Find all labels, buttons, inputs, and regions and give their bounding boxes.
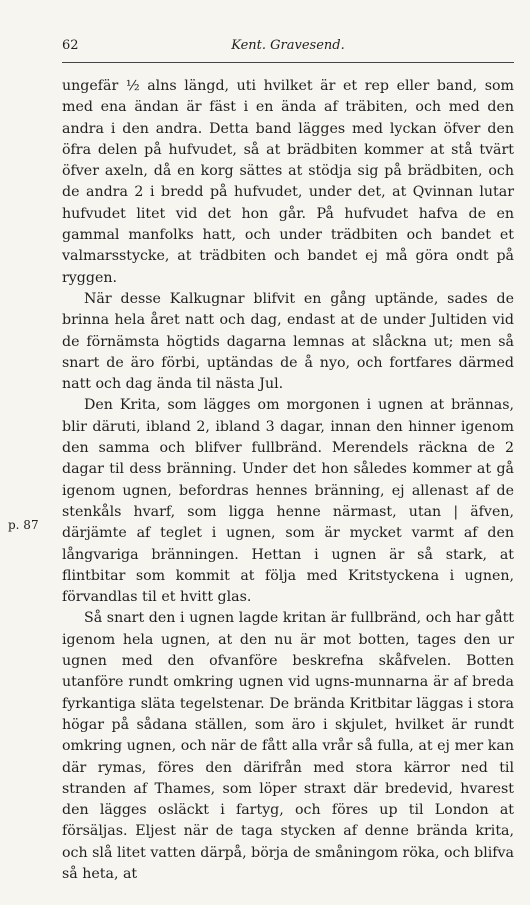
paragraph-2: När desse Kalkugnar blifvit en gång uptände, sades de brinna hela året natt och dag, endast at de under Jultiden vid de förnämsta högtids dagarna lemnas at slåckna ut; men så snart de äro förbi, uptändas de å nyo, och fortfares därmed natt och dag ända til nästa Jul.	[62, 290, 514, 393]
page-number: 62	[62, 38, 79, 53]
body-text	[62, 76, 514, 885]
header-rule	[62, 62, 514, 63]
margin-page-reference: p. 87	[8, 518, 39, 532]
page-header	[62, 38, 514, 58]
paragraph-4: Så snart den i ugnen lagde kritan är fullbränd, och har gått igenom hela ugnen, at den nu är mot botten, tages den ur ugnen med den ofvanföre beskrefna skåfvelen. Botten utanföre rundt omkring ugnen vid ugns-munnarna är af breda fyrkantiga släta tegelstenar. De brända Kritbitar läggas i stora högar på sådana ställen, som äro i skjulet, hvilket är rundt omkring ugnen, och när de fått alla vrår så fulla, at ej mer kan där rymas, föres den därifrån med stora kärror ned til stranden af Thames, som löper straxt där bredevid, hvarest den lägges osläckt i fartyg, och föres up til London at försäljas. Eljest när de taga stycken af denne brända krita, och slå litet vatten därpå, börja de småningom röka, och blifva så heta, at	[62, 610, 514, 882]
paragraph-3: Den Krita, som lägges om morgonen i ugnen at brännas, blir däruti, ibland 2, ibland 3 dagar, innan den hinner igenom den samma och blifver fullbränd. Merendels räckna de 2 dagar til dess bränning. Under det hon således kommer at gå igenom ugnen, befordras hennes bränning, ej allenast af de stenkåls hvarf, som ligga henne närmast, utan | äfven, därjämte af teglet i ugnen, som är mycket varmt af den långvariga bränningen. Hettan i ugnen är så stark, at flintbitar som kommit at följa med Kritstyckena i ugnen, förvandlas til et hvitt glas.	[62, 397, 514, 606]
paragraph-1: ungefär ½ alns längd, uti hvilket är et rep eller band, som med ena ändan är fäst i en ända af träbiten, och med den andra i den andra. Detta band lägges med lyckan öfver den öfra delen på hufvudet, så at brädbiten kommer at stå tvärt öfver axeln, då en korg sättes at stödja sig på brädbiten, och de andra 2 i bredd på hufvudet, under det, at Qvinnan lutar hufvudet litet vid det hon går. På hufvudet hafva de en gammal manfolks hatt, och under trädbiten och bandet et valmarsstycke, at trädbiten och bandet ej må göra ondt på ryggen.	[62, 78, 514, 286]
running-title: Kent. Gravesend.	[231, 38, 345, 53]
